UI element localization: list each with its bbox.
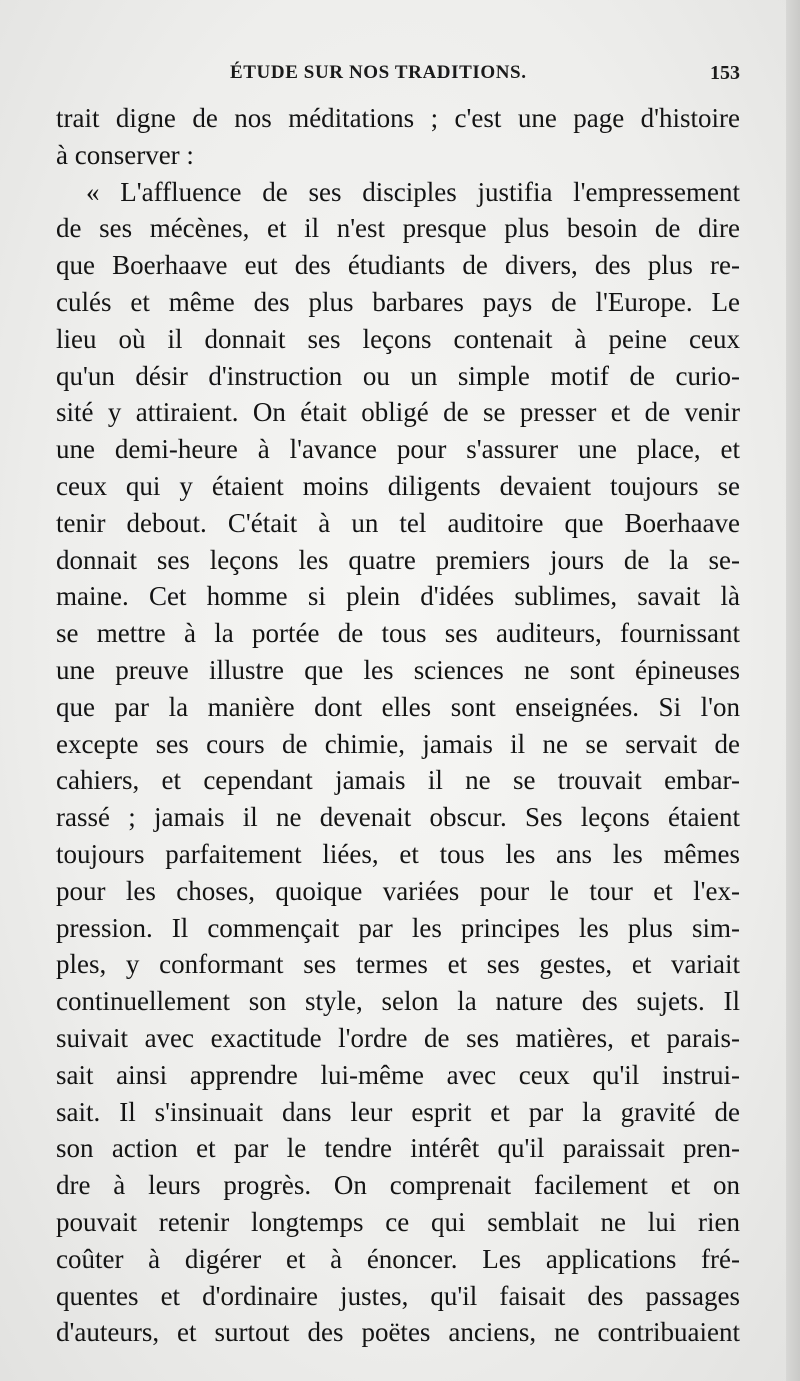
text-line: suivait avec exactitude l'ordre de ses matières, et parais-: [56, 1022, 740, 1053]
text-line: continuellement son style, selon la nature des sujets. Il: [56, 986, 740, 1017]
text-line: que par la manière dont elles sont enseignées. Si l'on: [56, 691, 740, 722]
text-line: sait. Il s'insinuait dans leur esprit et par la gravité de: [56, 1096, 740, 1127]
text-line: d'auteurs, et surtout des poëtes anciens, ne contribuaient: [56, 1317, 740, 1348]
text-line: « L'affluence de ses disciples justifia l'empressement: [86, 176, 740, 207]
running-head: ÉTUDE SUR NOS TRADITIONS.: [230, 62, 527, 83]
text-line: une demi-heure à l'avance pour s'assurer une place, et: [56, 434, 740, 465]
text-line: qu'un désir d'instruction ou un simple motif de curio-: [56, 360, 740, 391]
text-line: ceux qui y étaient moins diligents devaient toujours se: [56, 470, 740, 501]
text-line: pour les choses, quoique variées pour le tour et l'ex-: [56, 875, 740, 906]
text-line: tenir debout. C'était à un tel auditoire que Boerhaave: [56, 507, 740, 538]
text-line: une preuve illustre que les sciences ne sont épineuses: [56, 654, 740, 685]
text-line: maine. Cet homme si plein d'idées sublimes, savait là: [56, 581, 740, 612]
text-line: coûter à digérer et à énoncer. Les applications fré-: [56, 1243, 740, 1274]
text-line: cahiers, et cependant jamais il ne se trouvait embar-: [56, 765, 740, 796]
text-line: que Boerhaave eut des étudiants de divers, des plus re-: [56, 250, 740, 281]
text-line: ples, y conformant ses termes et ses gestes, et variait: [56, 949, 740, 980]
text-line: dre à leurs progrès. On comprenait facilement et on: [56, 1170, 740, 1201]
page-header: [56, 62, 740, 90]
text-line: donnait ses leçons les quatre premiers jours de la se-: [56, 544, 740, 575]
page-edge-shadow: [786, 0, 800, 1381]
text-line: sité y attiraient. On était obligé de se presser et de venir: [56, 397, 740, 428]
text-line: trait digne de nos méditations ; c'est une page d'histoire: [56, 103, 740, 133]
text-line: se mettre à la portée de tous ses auditeurs, fournissant: [56, 618, 740, 649]
text-line: excepte ses cours de chimie, jamais il ne se servait de: [56, 728, 740, 759]
text-line: à conserver :: [56, 139, 194, 170]
body-text: [56, 100, 740, 1351]
text-line: culés et même des plus barbares pays de l'Europe. Le: [56, 286, 740, 317]
page-number: 153: [710, 62, 740, 84]
text-line: sait ainsi apprendre lui-même avec ceux qu'il instrui-: [56, 1059, 740, 1090]
text-line: quentes et d'ordinaire justes, qu'il faisait des passages: [56, 1280, 740, 1311]
text-line: pouvait retenir longtemps ce qui semblait ne lui rien: [56, 1206, 740, 1237]
text-line: lieu où il donnait ses leçons contenait à peine ceux: [56, 323, 740, 354]
text-line: son action et par le tendre intérêt qu'il paraissait pren-: [56, 1133, 740, 1164]
text-line: pression. Il commençait par les principes les plus sim-: [56, 912, 740, 943]
text-line: toujours parfaitement liées, et tous les ans les mêmes: [56, 838, 740, 869]
text-line: rassé ; jamais il ne devenait obscur. Ses leçons étaient: [56, 802, 740, 833]
text-line: de ses mécènes, et il n'est presque plus besoin de dire: [56, 213, 740, 244]
